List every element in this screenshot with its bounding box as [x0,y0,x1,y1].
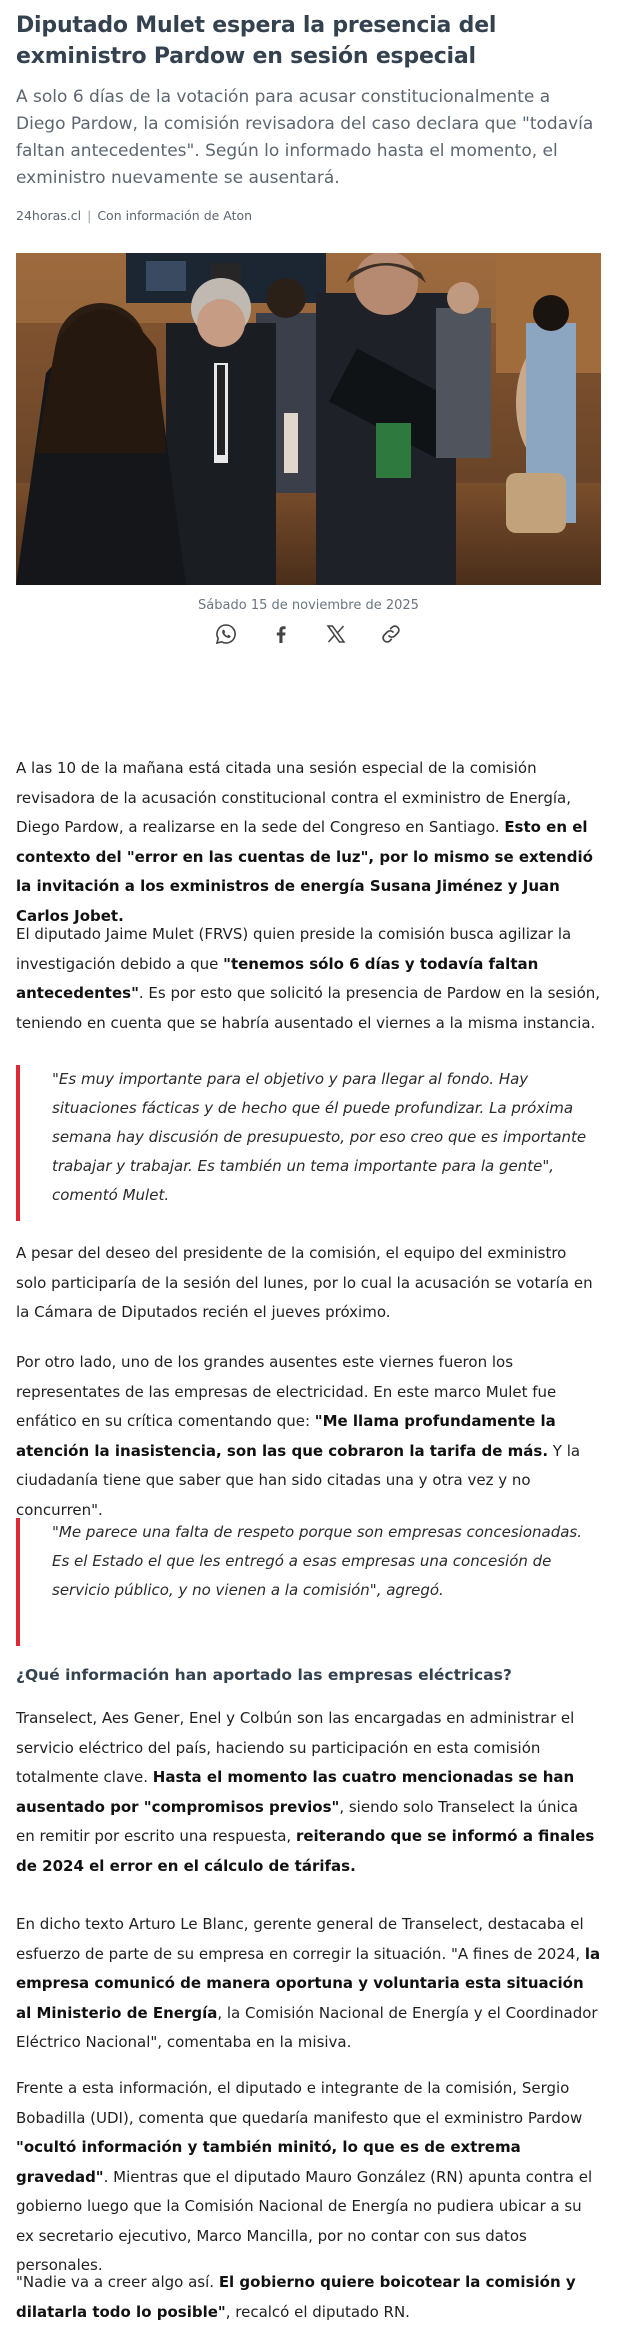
quote-1-text: "Es muy importante para el objetivo y para llegar al fondo. Hay situaciones fácticas y de hecho que él puede profundizar. La próxima semana hay discusión de presupuesto, por eso creo que es importante trabajar y trabajar. Es también un tema importante para la gente", comentó Mulet. [52,1070,587,1204]
whatsapp-icon[interactable] [214,622,238,646]
p2-text-b: . Es por esto que solicitó la presencia de Pardow en la sesión, teniendo en cuenta que se habría ausentado el viernes a la misma instancia. [16,984,601,1032]
article-photo [16,253,601,585]
p8-bold: El gobierno quiere boicotear la comisión y dilatarla todo lo posible" [16,2273,576,2321]
p5-text-b: , siendo solo Transelect la única en remitir por escrito una respuesta, [16,1797,579,1845]
paragraph-1 [16,754,601,931]
article-lead: A solo 6 días de la votación para acusar constitucionalmente a Diego Pardow, la comisión revisadora del caso declara que "todavía faltan antecedentes". Según lo informado hasta el momento, el exministro nuevamente se ausentará. [16,87,594,188]
p5-text-a: Transelect, Aes Gener, Enel y Colbún son las encargadas en administrar el servicio eléctrico del país, haciendo su participación en esta comisión totalmente clave. [16,1709,575,1786]
p1-text: A las 10 de la mañana está citada una sesión especial de la comisión revisadora de la acusación constitucional contra el exministro de Energía, Diego Pardow, a realizarse en la sede del Congreso en Santiago. [16,759,571,836]
p5-bold-b: reiterando que se informó a finales de 2024 el error en el cálculo de tárifas. [16,1827,595,1875]
p4-bold: "Me llama profundamente la atención la inasistencia, son las que cobraron la tarifa de más. [16,1412,556,1460]
p5-bold-a: Hasta el momento las cuatro mencionadas se han ausentado por "compromisos previos" [16,1768,575,1816]
p7-text-b: . Mientras que el diputado Mauro González (RN) apunta contra el gobierno luego que la Comisión Nacional de Energía no pudiera ubicar a su ex secretario ejecutivo, Marco Mancilla, por no contar con sus datos personales. [16,2167,593,2274]
subheading-block [16,1666,601,1684]
publish-date: Sábado 15 de noviembre de 2025 [198,598,419,613]
facebook-icon[interactable] [269,622,293,646]
article-title: Diputado Mulet espera la presencia del exministro Pardow en sesión especial [16,13,497,69]
paragraph-3 [16,1239,601,1328]
p7-bold: "ocultó información y también minitó, lo que es de extrema gravedad" [16,2138,521,2186]
source-link[interactable]: 24horas.cl [16,208,82,223]
article-lead-block [16,84,601,192]
p1-bold: Esto en el contexto del "error en las cuentas de luz", por lo mismo se extendió la invitación a los exministros de energía Susana Jiménez y Juan Carlos Jobet. [16,818,593,925]
x-icon[interactable] [324,622,348,646]
blockquote-respeto [16,1518,601,1646]
byline-separator: | [87,208,92,223]
paragraph-8 [16,2268,601,2327]
byline [16,208,601,223]
p8-text-a: "Nadie va a creer algo así. [16,2273,219,2291]
p6-text-b: , la Comisión Nacional de Energía y el Coordinador Eléctrico Nacional", comentaba en la misiva. [16,2003,598,2051]
p2-text-a: El diputado Jaime Mulet (FRVS) quien preside la comisión busca agilizar la investigación debido a que [16,925,572,973]
paragraph-2 [16,920,601,1038]
blockquote-mulet [16,1065,601,1221]
p3-text: A pesar del deseo del presidente de la comisión, el equipo del exministro solo participaría de la sesión del lunes, por lo cual la acusación se votaría en la Cámara de Diputados recién el jueves próximo. [16,1244,593,1321]
paragraph-5 [16,1704,601,1881]
p7-text-a: Frente a esta información, el diputado e integrante de la comisión, Sergio Bobadilla (UDI), comenta que quedaría manifesto que el exministro Pardow [16,2079,583,2127]
p6-bold: la empresa comunicó de manera oportuna y voluntaria esta situación al Ministerio de Energía [16,1944,601,2022]
paragraph-6 [16,1910,601,2058]
quote-2-text: "Me parece una falta de respeto porque son empresas concesionadas. Es el Estado el que les entregó a esas empresas una concesión de servicio público, y no vienen a la comisión", agregó. [52,1523,583,1599]
p2-bold: "tenemos sólo 6 días y todavía faltan antecedentes" [16,954,539,1002]
share-bar [0,622,617,646]
article-header [16,10,601,72]
paragraph-7 [16,2074,601,2281]
p6-text-a: En dicho texto Arturo Le Blanc, gerente general de Transelect, destacaba el esfuerzo de parte de su empresa en corregir la situación. "A fines de 2024, [16,1915,585,1963]
credit-text: Con información de Aton [97,208,253,223]
p4-text-b: Y la ciudadanía tiene que saber que han sido citadas una y otra vez y no concurren". [16,1441,581,1519]
link-icon[interactable] [379,622,403,646]
section-subheading: ¿Qué información han aportado las empresas eléctricas? [16,1666,512,1684]
p4-text-a: Por otro lado, uno de los grandes ausentes este viernes fueron los representates de las empresas de electricidad. En este marco Mulet fue enfático en su crítica comentando que: [16,1353,557,1430]
p8-text-b: , recalcó el diputado RN. [225,2302,410,2321]
paragraph-4 [16,1348,601,1525]
